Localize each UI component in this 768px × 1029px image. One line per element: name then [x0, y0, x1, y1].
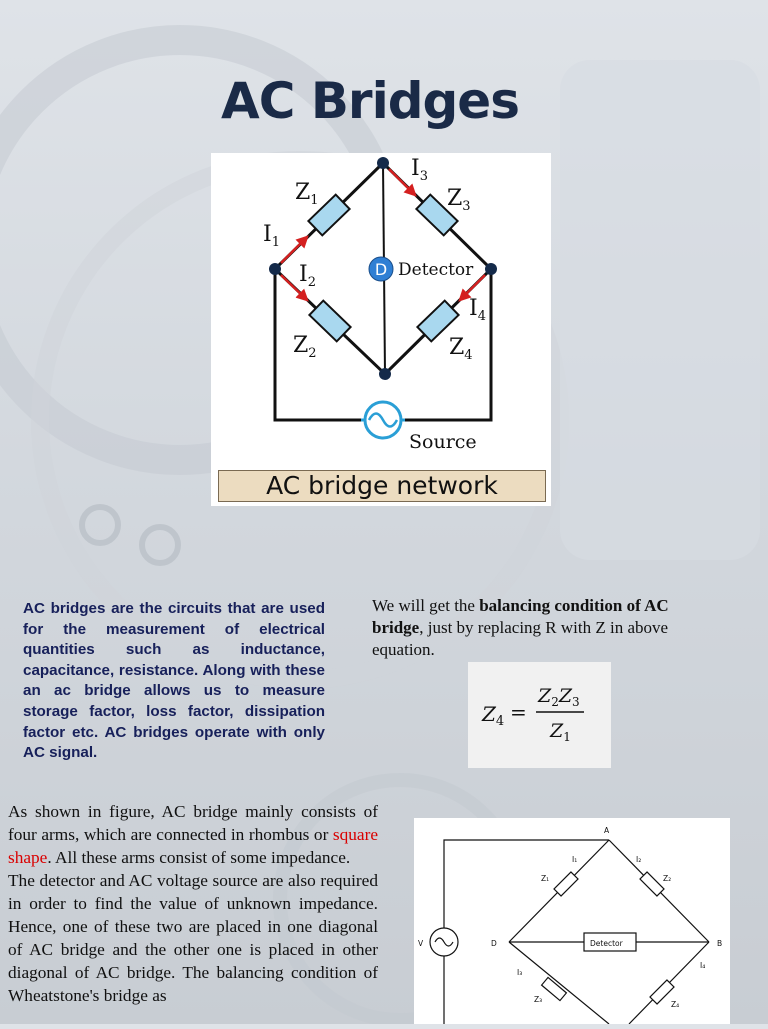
svg-text:=: =: [510, 700, 527, 724]
intro-paragraph: AC bridges are the circuits that are used for the measurement of electrical quantities such as inductance, capacitance, resistance. Along with these an ac bridge allows us to measure storage factor, loss factor, dissipation factor etc. AC bridges operate with only AC signal.: [23, 600, 325, 762]
source-v-label: V: [418, 939, 424, 948]
i1-label-2: I₁: [572, 855, 578, 864]
description-text-3: The detector and AC voltage source are also required in order to find the value of unknown impedance. Hence, one of these two are placed in one diagonal of AC bridge and the other one is placed in other diagonal of AC bridge. The balancing condition of Wheatstone's bridge as: [8, 871, 378, 1005]
source-label: Source: [409, 431, 477, 453]
z1-label: $Z_1$: [295, 180, 319, 208]
ac-bridge-figure: [211, 153, 551, 506]
i4-label-2: I₄: [700, 961, 706, 970]
balancing-text-1: We will get the: [372, 596, 480, 615]
bridge-line-diagram: [414, 818, 730, 1024]
figure-caption: AC bridge network: [218, 470, 546, 502]
z2-resistor-icon: [640, 872, 664, 896]
detector-letter: D: [374, 260, 388, 279]
z2-label: $Z_2$: [293, 333, 317, 361]
bridge-line-svg: [414, 818, 730, 1024]
balancing-text-bold: balancing condition of AC bridge: [372, 596, 669, 637]
balance-formula: [468, 662, 611, 768]
i3-label: $I_3$: [411, 156, 428, 184]
balancing-text-2: , just by replacing R with Z in above equation.: [372, 618, 669, 659]
z4-label-2: Z₄: [671, 1000, 680, 1009]
formula-denominator: $Z_1$: [550, 720, 571, 744]
z2-label-2: Z₂: [663, 874, 672, 883]
detector-text: Detector: [590, 939, 623, 948]
formula-numerator: $Z_2Z_3$: [538, 685, 580, 709]
detector-label: Detector: [398, 260, 474, 280]
highlight-text: square shape: [8, 825, 378, 867]
ac-bridge-diagram: [211, 153, 551, 506]
z1-resistor-icon: [554, 872, 578, 896]
formula-lhs: $Z_4$: [482, 702, 505, 729]
i2-label: $I_2$: [299, 262, 316, 290]
description-text-2: . All these arms consist of some impedance.: [47, 848, 351, 867]
node-b-label: B: [717, 939, 723, 948]
description-paragraph: [8, 800, 378, 1007]
description-text-1: As shown in figure, AC bridge mainly consists of four arms, which are connected in rhombus or: [8, 802, 378, 844]
formula-svg: [468, 662, 611, 768]
z3-label-2: Z₃: [534, 995, 543, 1004]
z3-label: $Z_3$: [447, 186, 471, 214]
page-title: AC Bridges: [221, 72, 519, 130]
i3-label-2: I₃: [517, 968, 523, 977]
i2-label-2: I₂: [636, 855, 642, 864]
z1-label-2: Z₁: [541, 874, 550, 883]
z4-label: $Z_4$: [449, 335, 473, 363]
balancing-paragraph: [372, 595, 717, 661]
i4-label: $I_4$: [469, 296, 486, 324]
node-d-label: D: [491, 939, 497, 948]
z3-resistor-icon: [542, 977, 567, 1000]
node-a-label: A: [604, 826, 610, 835]
i1-label: $I_1$: [263, 222, 280, 250]
